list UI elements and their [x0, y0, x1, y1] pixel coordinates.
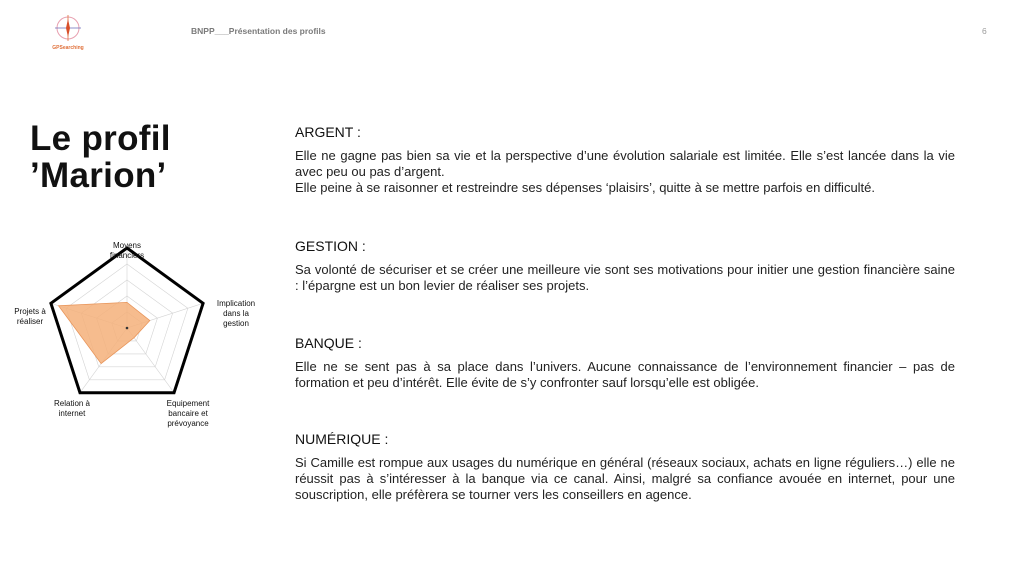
section-paragraph: Sa volonté de sécuriser et se créer une meilleure vie sont ses motivations pour initier une gestion financière saine : l’épargne est un bon levier de réaliser ses projets.: [295, 262, 955, 293]
section-numerique: [295, 431, 955, 503]
radar-data-area: [59, 302, 150, 363]
section-body: [295, 262, 955, 294]
radar-axis-label-line: dans la: [223, 309, 249, 318]
section-gestion: [295, 238, 955, 294]
radar-axis-label-line: bancaire et: [168, 409, 208, 418]
profile-title: [30, 120, 171, 194]
section-body: [295, 455, 955, 503]
section-heading: GESTION :: [295, 238, 366, 254]
radar-axis-label: [54, 399, 91, 418]
profile-title-line1: Le profil: [30, 119, 171, 158]
section-paragraph: Elle ne gagne pas bien sa vie et la perspective d’une évolution salariale est limitée. Elle s’est lancée dans la vie avec peu ou pas d’argent.: [295, 148, 955, 179]
logo-text: GPSearching: [52, 45, 84, 51]
section-paragraph: Si Camille est rompue aux usages du numérique en général (réseaux sociaux, achats en ligne réguliers…) elle ne réussit pas à s’intéresser à la banque via ce canal. Ainsi, malgré sa confiance avouée en internet, pour une souscription, elle préfèrera se tourner vers les conseillers en agence.: [295, 455, 955, 502]
radar-axis-label-line: internet: [58, 409, 86, 418]
section-banque: [295, 335, 955, 391]
section-heading: NUMÉRIQUE :: [295, 431, 389, 447]
page-number: 6: [982, 26, 987, 36]
header-title: BNPP___Présentation des profils: [191, 26, 326, 36]
section-argent: [295, 124, 955, 196]
radar-center-dot: [126, 327, 129, 330]
radar-axis-label-line: Relation à: [53, 399, 91, 408]
radar-chart: [0, 234, 260, 434]
compass-icon: [50, 14, 86, 46]
radar-axis-label-line: Projets à: [14, 307, 46, 316]
radar-axis-label-line: Implication: [216, 299, 256, 308]
radar-axis-label-line: prévoyance: [167, 419, 209, 428]
radar-axis-label-line: gestion: [223, 319, 249, 328]
radar-axis-label: [167, 399, 210, 428]
section-heading: BANQUE :: [295, 335, 362, 351]
radar-axis-label-line: Moyens: [112, 241, 142, 250]
section-body: [295, 359, 955, 391]
radar-axis-label: [217, 299, 255, 328]
radar-axis-label: [14, 307, 46, 326]
section-paragraph: Elle peine à se raisonner et restreindre ses dépenses ‘plaisirs’, quitte à se mettre parfois en difficulté.: [295, 180, 876, 195]
radar-axis-label-line: réaliser: [16, 317, 44, 326]
section-paragraph: Elle ne se sent pas à sa place dans l’univers. Aucune connaissance de l’environnement financier – pas de formation et peu d’intérêt. Elle évite de s’y confronter sauf lorsqu’elle est obligée.: [295, 359, 955, 390]
section-heading: ARGENT :: [295, 124, 361, 140]
profile-title-line2: ’Marion’: [30, 156, 167, 195]
radar-axis-label-line: Equipement: [166, 399, 210, 408]
radar-axis-label-line: financiers: [109, 251, 145, 260]
logo: [50, 14, 86, 54]
radar-axis-label: [110, 241, 144, 260]
section-body: [295, 148, 955, 196]
